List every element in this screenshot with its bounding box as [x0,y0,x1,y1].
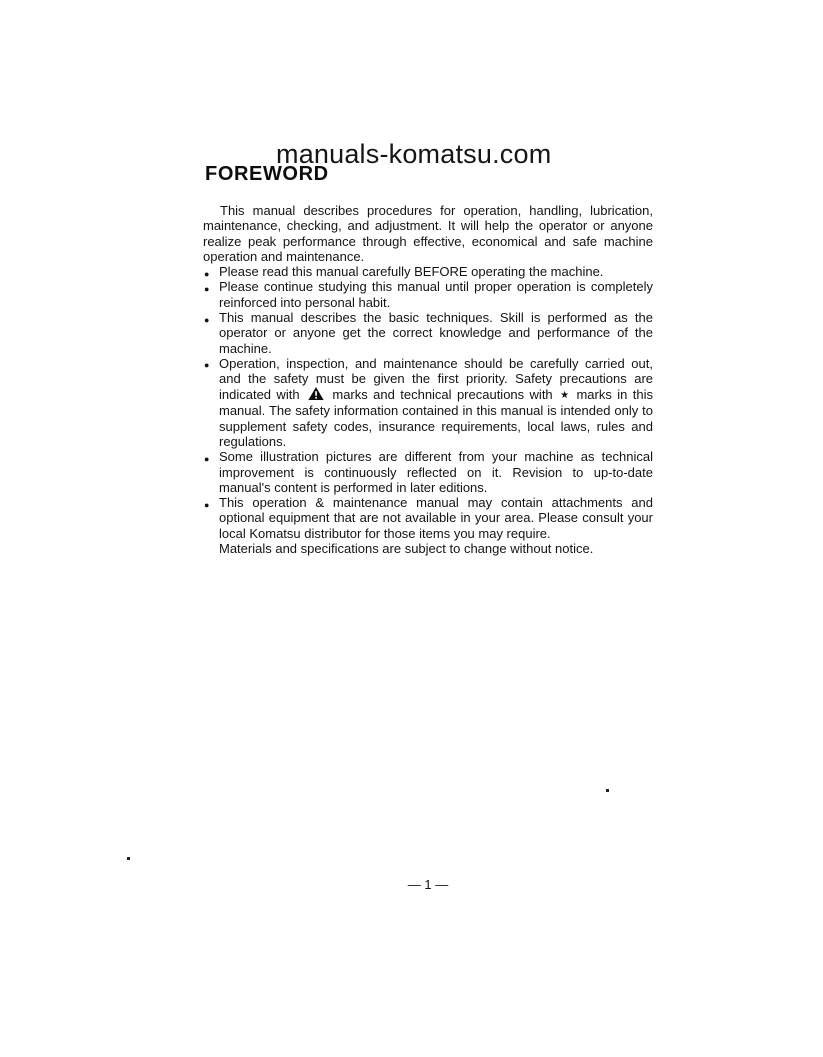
list-item-text: This operation & maintenance manual may contain attachments and optional equipment that are not available in your area. Please consult your local Komatsu distributor for those items you may require. [219,495,653,541]
page-body [203,203,653,556]
intro-paragraph: This manual describes procedures for operation, handling, lubrication, maintenance, checking, and adjustment. It will help the operator or anyone realize peak performance through effective, economical and safe machine operation and maintenance. [203,203,653,264]
list-item [203,449,653,495]
list-item-text: marks and technical precautions with [332,386,553,402]
list-item [203,279,653,310]
list-item-text: Some illustration pictures are different from your machine as technical improvement is continuously reflected on it. Revision to up-to-date manual's content is performed in later editions. [219,449,653,495]
watermark: manuals-komatsu.com [276,139,552,169]
list-item [203,264,653,279]
list-item [203,310,653,356]
list-item-text: This manual describes the basic techniques. Skill is performed as the operator or anyone get the correct knowledge and performance of the machine. [219,310,653,356]
page-title: FOREWORD [205,163,329,185]
closing-note: Materials and specifications are subject to change without notice. [219,541,594,557]
warning-triangle-icon [308,387,324,400]
scan-speck [127,857,130,860]
page-number: — 1 — [407,877,449,892]
star-icon: ★ [560,390,570,402]
list-item-safety [203,356,653,449]
list-item-text: Operation, inspection, and maintenance should be carefully carried out, and the safety must be given the first priority. Safety precautions are indicated with [219,355,653,402]
list-item-text: Please continue studying this manual until proper operation is completely reinforced into personal habit. [219,279,653,310]
scan-speck [606,789,609,792]
list-item-text: marks in this manual. The safety information contained in this manual is intended only to supplement safety codes, insurance requirements, local laws, rules and regulations. [219,386,653,449]
list-item-text: Please read this manual carefully BEFORE operating the machine. [219,264,604,280]
bullet-list [203,264,653,541]
list-item [203,495,653,541]
